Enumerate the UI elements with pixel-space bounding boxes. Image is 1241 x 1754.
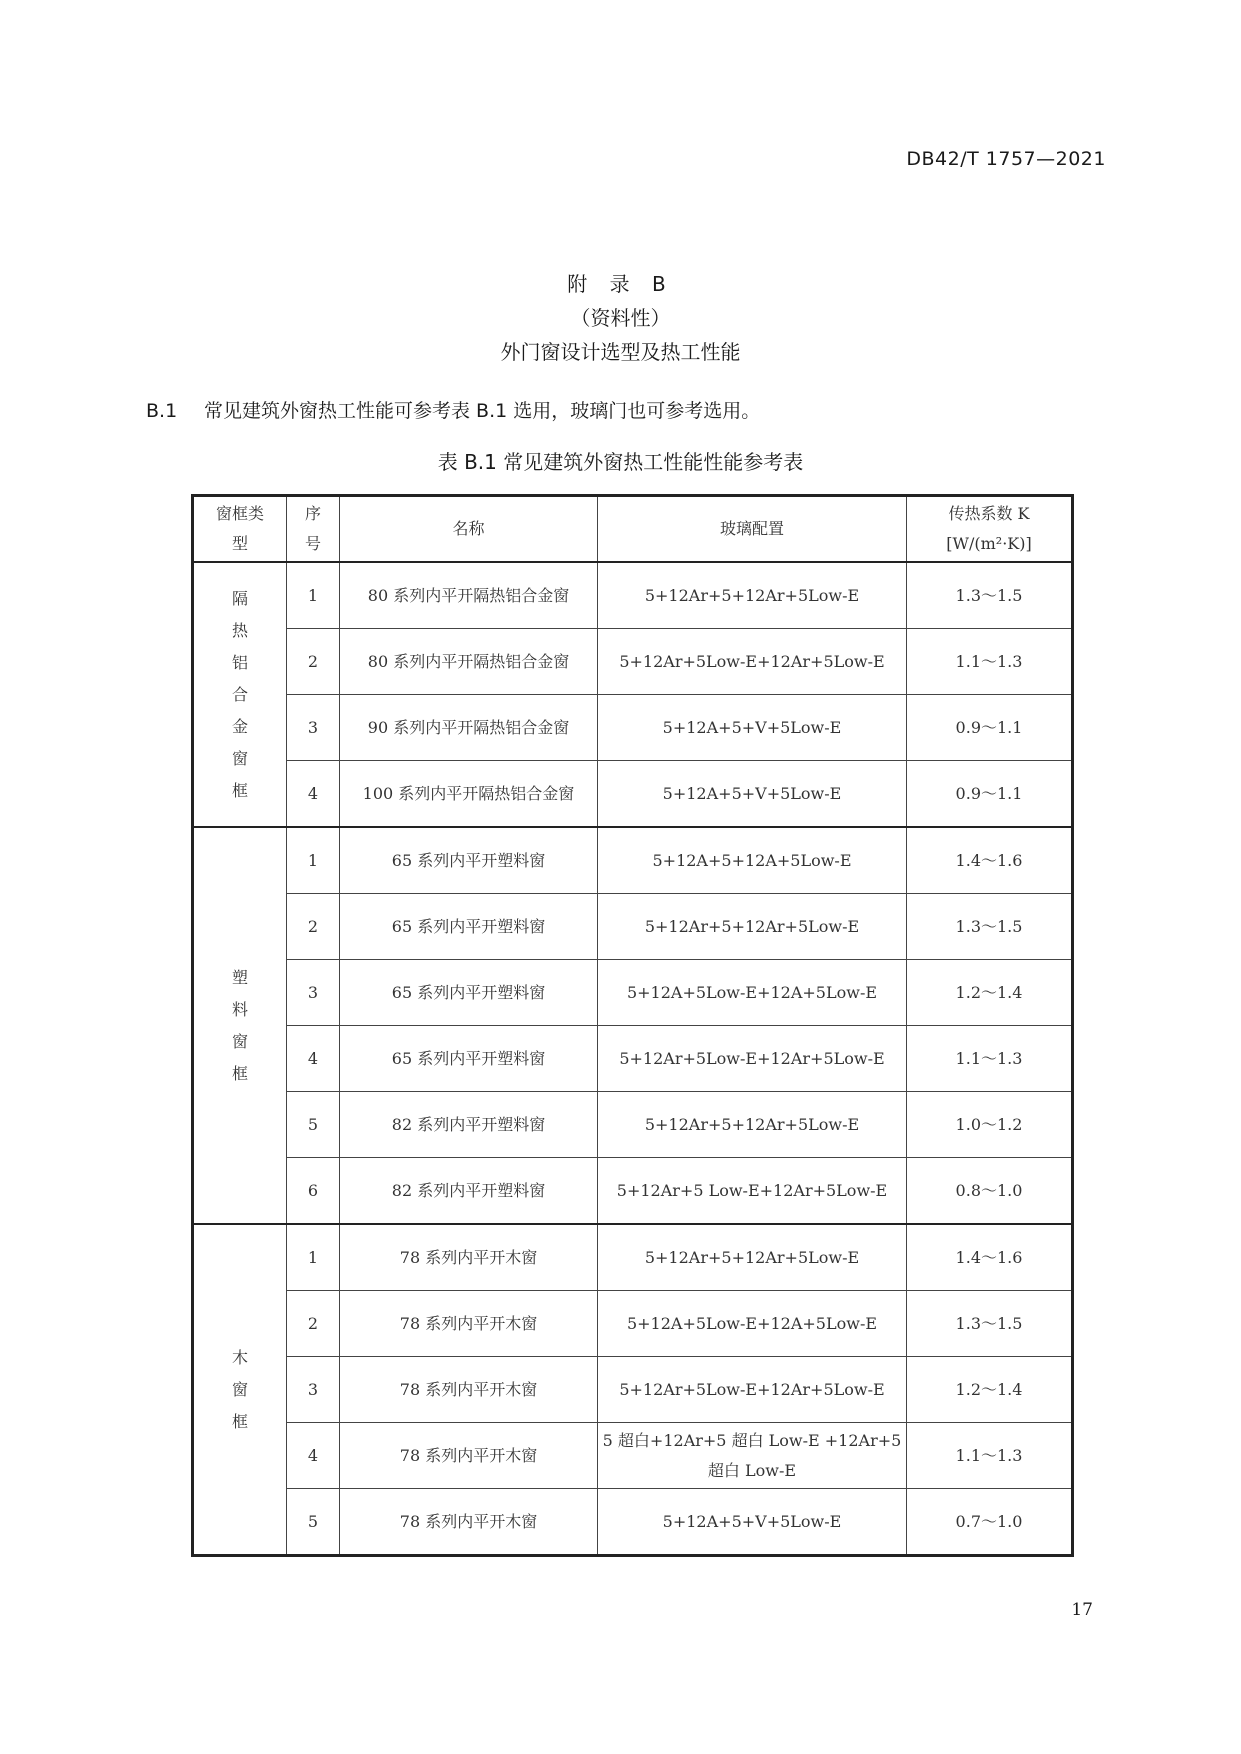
glass-cell bbox=[598, 1423, 907, 1489]
table-row bbox=[193, 1423, 1073, 1489]
glass-cell: 5+12Ar+5+12Ar+5Low-E bbox=[598, 1092, 907, 1158]
clause-b1 bbox=[146, 396, 760, 423]
frame-char: 热 bbox=[231, 620, 248, 640]
name-cell: 82 系列内平开塑料窗 bbox=[340, 1092, 598, 1158]
k-value-cell: 1.1～1.3 bbox=[907, 1026, 1073, 1092]
frame-char: 料 bbox=[231, 999, 248, 1019]
name-cell: 78 系列内平开木窗 bbox=[340, 1423, 598, 1489]
seq-cell: 4 bbox=[287, 1423, 340, 1489]
frame-char: 框 bbox=[231, 780, 248, 800]
glass-cell: 5+12A+5+12A+5Low-E bbox=[598, 827, 907, 894]
k-value-cell: 1.1～1.3 bbox=[907, 629, 1073, 695]
table-row bbox=[193, 1357, 1073, 1423]
glass-cell: 5+12A+5Low-E+12A+5Low-E bbox=[598, 1291, 907, 1357]
glass-line: 超白 Low-E bbox=[707, 1460, 797, 1480]
table-row bbox=[193, 562, 1073, 629]
window-thermal-table bbox=[191, 494, 1074, 1557]
frame-char: 窗 bbox=[231, 748, 248, 768]
k-value-cell: 1.0～1.2 bbox=[907, 1092, 1073, 1158]
seq-cell: 1 bbox=[287, 827, 340, 894]
table-row bbox=[193, 1026, 1073, 1092]
name-cell: 80 系列内平开隔热铝合金窗 bbox=[340, 629, 598, 695]
table-row bbox=[193, 894, 1073, 960]
frame-char: 塑 bbox=[231, 967, 248, 987]
seq-cell: 2 bbox=[287, 629, 340, 695]
seq-cell: 3 bbox=[287, 1357, 340, 1423]
glass-cell: 5+12Ar+5Low-E+12Ar+5Low-E bbox=[598, 1357, 907, 1423]
seq-cell: 1 bbox=[287, 1224, 340, 1291]
seq-cell: 1 bbox=[287, 562, 340, 629]
header-frame-type-line1: 窗框类 bbox=[215, 504, 264, 523]
glass-cell: 5+12A+5Low-E+12A+5Low-E bbox=[598, 960, 907, 1026]
table-row bbox=[193, 960, 1073, 1026]
name-cell: 100 系列内平开隔热铝合金窗 bbox=[340, 761, 598, 828]
name-cell: 90 系列内平开隔热铝合金窗 bbox=[340, 695, 598, 761]
frame-type-cell bbox=[193, 1224, 287, 1556]
header-name: 名称 bbox=[340, 496, 598, 563]
k-value-cell: 1.3～1.5 bbox=[907, 1291, 1073, 1357]
seq-cell: 3 bbox=[287, 695, 340, 761]
appendix-heading bbox=[0, 267, 1241, 369]
k-value-cell: 0.9～1.1 bbox=[907, 761, 1073, 828]
table-row bbox=[193, 1291, 1073, 1357]
table-row bbox=[193, 827, 1073, 894]
seq-cell: 5 bbox=[287, 1489, 340, 1556]
header-k-line2: [W/(m²·K)] bbox=[946, 534, 1032, 553]
name-cell: 78 系列内平开木窗 bbox=[340, 1489, 598, 1556]
frame-type-cell bbox=[193, 562, 287, 827]
header-k-line1: 传热系数 K bbox=[948, 504, 1030, 523]
glass-cell: 5+12Ar+5+12Ar+5Low-E bbox=[598, 1224, 907, 1291]
standard-code: DB42/T 1757—2021 bbox=[906, 148, 1106, 170]
clause-text: 常见建筑外窗热工性能可参考表 B.1 选用，玻璃门也可参考选用。 bbox=[204, 400, 761, 422]
table-row bbox=[193, 1489, 1073, 1556]
appendix-subject: 外门窗设计选型及热工性能 bbox=[500, 340, 741, 364]
k-value-cell: 1.4～1.6 bbox=[907, 1224, 1073, 1291]
k-value-cell: 1.4～1.6 bbox=[907, 827, 1073, 894]
header-frame-type bbox=[193, 496, 287, 563]
header-glass: 玻璃配置 bbox=[598, 496, 907, 563]
seq-cell: 6 bbox=[287, 1158, 340, 1225]
frame-char: 金 bbox=[231, 716, 248, 736]
table-title: 表 B.1 常见建筑外窗热工性能性能参考表 bbox=[437, 450, 804, 474]
name-cell: 82 系列内平开塑料窗 bbox=[340, 1158, 598, 1225]
k-value-cell: 1.1～1.3 bbox=[907, 1423, 1073, 1489]
frame-char: 隔 bbox=[231, 588, 248, 608]
k-value-cell: 0.9～1.1 bbox=[907, 695, 1073, 761]
appendix-title: 附 录 B bbox=[567, 272, 674, 296]
seq-cell: 4 bbox=[287, 1026, 340, 1092]
frame-char: 框 bbox=[231, 1411, 248, 1431]
k-value-cell: 0.7～1.0 bbox=[907, 1489, 1073, 1556]
glass-cell: 5+12Ar+5+12Ar+5Low-E bbox=[598, 562, 907, 629]
seq-cell: 2 bbox=[287, 1291, 340, 1357]
table-row bbox=[193, 1224, 1073, 1291]
k-value-cell: 1.3～1.5 bbox=[907, 562, 1073, 629]
appendix-nature: （资料性） bbox=[570, 306, 671, 330]
glass-cell: 5+12Ar+5 Low-E+12Ar+5Low-E bbox=[598, 1158, 907, 1225]
name-cell: 65 系列内平开塑料窗 bbox=[340, 960, 598, 1026]
k-value-cell: 1.3～1.5 bbox=[907, 894, 1073, 960]
name-cell: 65 系列内平开塑料窗 bbox=[340, 1026, 598, 1092]
name-cell: 65 系列内平开塑料窗 bbox=[340, 894, 598, 960]
table-row bbox=[193, 1092, 1073, 1158]
frame-char: 窗 bbox=[231, 1031, 248, 1051]
name-cell: 78 系列内平开木窗 bbox=[340, 1357, 598, 1423]
header-seq bbox=[287, 496, 340, 563]
clause-number: B.1 bbox=[146, 400, 178, 422]
seq-cell: 3 bbox=[287, 960, 340, 1026]
glass-line: 5 超白+12Ar+5 超白 Low-E +12Ar+5 bbox=[602, 1430, 902, 1450]
k-value-cell: 1.2～1.4 bbox=[907, 1357, 1073, 1423]
header-frame-type-line2: 型 bbox=[231, 534, 248, 553]
frame-char: 窗 bbox=[231, 1379, 248, 1399]
name-cell: 78 系列内平开木窗 bbox=[340, 1224, 598, 1291]
k-value-cell: 0.8～1.0 bbox=[907, 1158, 1073, 1225]
frame-char: 框 bbox=[231, 1063, 248, 1083]
frame-char: 合 bbox=[231, 684, 248, 704]
frame-char: 铝 bbox=[231, 652, 248, 672]
seq-cell: 2 bbox=[287, 894, 340, 960]
header-k-value bbox=[907, 496, 1073, 563]
name-cell: 65 系列内平开塑料窗 bbox=[340, 827, 598, 894]
glass-cell: 5+12Ar+5Low-E+12Ar+5Low-E bbox=[598, 1026, 907, 1092]
frame-char: 木 bbox=[231, 1347, 248, 1367]
glass-cell: 5+12A+5+V+5Low-E bbox=[598, 761, 907, 828]
table-row bbox=[193, 761, 1073, 828]
header-seq-line1: 序 bbox=[304, 504, 321, 523]
page-number: 17 bbox=[1071, 1600, 1093, 1620]
glass-cell: 5+12Ar+5Low-E+12Ar+5Low-E bbox=[598, 629, 907, 695]
table-header-row bbox=[193, 496, 1073, 563]
glass-cell: 5+12A+5+V+5Low-E bbox=[598, 695, 907, 761]
seq-cell: 5 bbox=[287, 1092, 340, 1158]
header-seq-line2: 号 bbox=[304, 534, 321, 553]
glass-cell: 5+12Ar+5+12Ar+5Low-E bbox=[598, 894, 907, 960]
seq-cell: 4 bbox=[287, 761, 340, 828]
frame-type-cell bbox=[193, 827, 287, 1224]
table-row bbox=[193, 1158, 1073, 1225]
table-row bbox=[193, 695, 1073, 761]
name-cell: 80 系列内平开隔热铝合金窗 bbox=[340, 562, 598, 629]
glass-cell: 5+12A+5+V+5Low-E bbox=[598, 1489, 907, 1556]
table-row bbox=[193, 629, 1073, 695]
k-value-cell: 1.2～1.4 bbox=[907, 960, 1073, 1026]
name-cell: 78 系列内平开木窗 bbox=[340, 1291, 598, 1357]
